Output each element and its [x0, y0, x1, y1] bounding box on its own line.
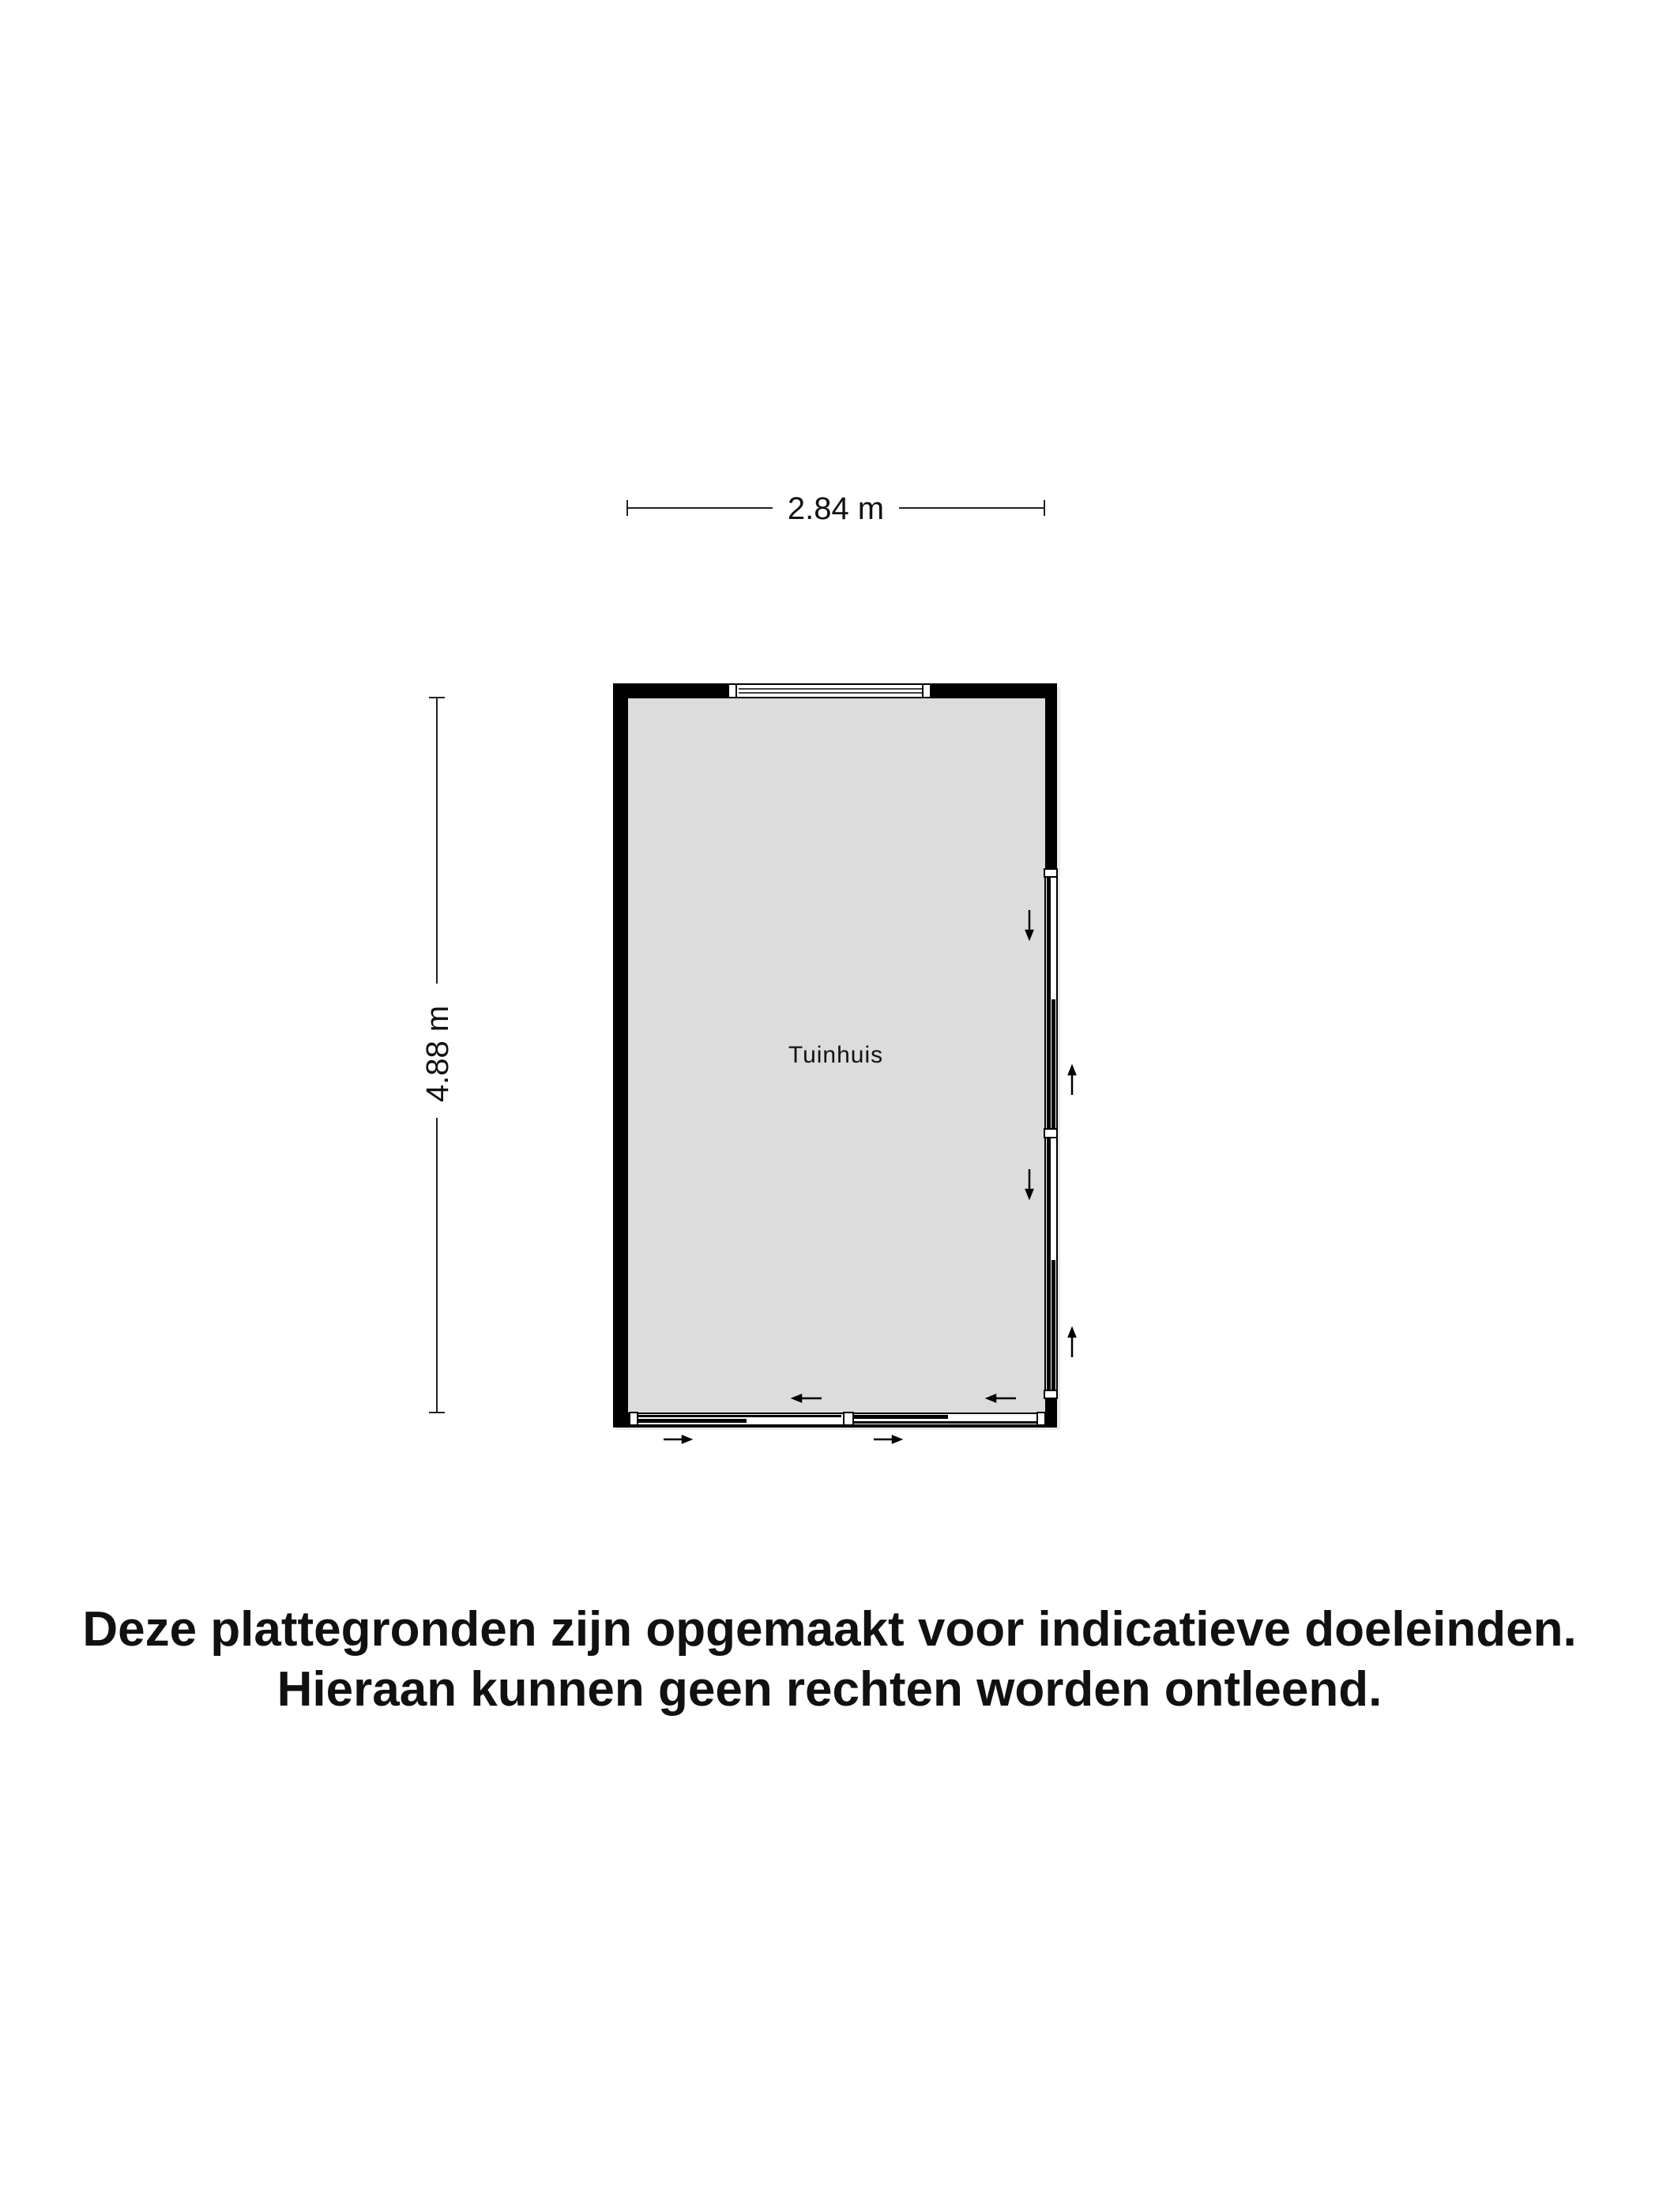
disclaimer-line-1: Deze plattegronden zijn opgemaakt voor indicatieve doeleinden.: [82, 1602, 1577, 1657]
disclaimer-line-2: Hieraan kunnen geen rechten worden ontleend.: [276, 1662, 1382, 1717]
height-label: 4.88 m: [420, 1005, 455, 1103]
arrow-right-icon: [874, 1436, 901, 1443]
width-label: 2.84 m: [787, 491, 885, 526]
arrow-right-icon: [664, 1436, 690, 1443]
arrow-up-icon: [1069, 1329, 1075, 1357]
right-sliding-doors: [1044, 869, 1057, 1398]
top-window: [728, 684, 931, 698]
bottom-sliding-doors: [630, 1413, 1045, 1425]
room-label: Tuinhuis: [788, 1042, 884, 1068]
arrow-up-icon: [1069, 1066, 1075, 1095]
